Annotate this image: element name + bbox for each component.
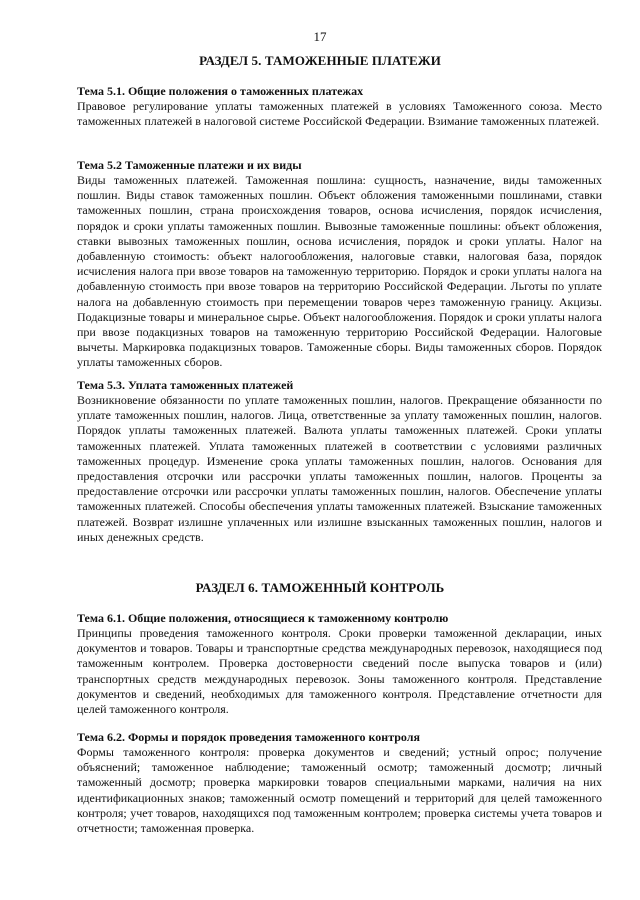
topic-5-2 (77, 158, 602, 371)
section-6-heading: РАЗДЕЛ 6. ТАМОЖЕННЫЙ КОНТРОЛЬ (195, 580, 445, 595)
page-number: 17 (313, 29, 327, 44)
topic-title: Тема 5.3. Уплата таможенных платежей (77, 378, 294, 392)
topic-body: Возникновение обязанности по уплате таможенных пошлин, налогов. Прекращение обязанности по уплате таможенных пошлин, налогов. Лица, ответственные за уплату таможенных пошлин, налогов. Порядок уплаты таможенных платежей. Валюта уплаты таможенных платежей. Сроки уплаты таможенных платежей. Уплата таможенных платежей в соответствии с условиями различных таможенных процедур. Изменение срока уплаты таможенных пошлин, налогов. Основания для предоставления отсрочки или рассрочки уплаты таможенных пошлин, налогов. Проценты за предоставление отсрочки или рассрочки уплаты таможенных пошлин, налогов. Обеспечение уплаты таможенных платежей. Способы обеспечения уплаты таможенных платежей. Взыскание таможенных платежей. Возврат излишне уплаченных или излишне взысканных таможенных пошлин, налогов и иных денежных средств. (77, 393, 602, 544)
topic-5-3 (77, 378, 602, 545)
section-5-heading: РАЗДЕЛ 5. ТАМОЖЕННЫЕ ПЛАТЕЖИ (199, 53, 441, 68)
topic-title: Тема 6.1. Общие положения, относящиеся к таможенному контролю (77, 611, 449, 625)
topic-body: Формы таможенного контроля: проверка документов и сведений; устный опрос; получение объяснений; таможенное наблюдение; таможенный осмотр; таможенный досмотр; личный таможенный досмотр; проверка маркировки товаров специальными марками, наличия на них идентификационных знаков; таможенный осмотр помещений и территорий для целей таможенного контроля; учет товаров, находящихся под таможенным контролем; проверка системы учета товаров и отчетности; таможенная проверка. (77, 745, 602, 836)
topic-body: Виды таможенных платежей. Таможенная пошлина: сущность, назначение, виды таможенных пошлин. Виды ставок таможенных пошлин. Объект обложения таможенными пошлинами, ставки таможенных пошлин, страна происхождения товаров, основа исчисления, порядок исчисления, порядок и сроки уплаты таможенных пошлин. Вывозные таможенные пошлины: объект обложения, ставки вывозных таможенных пошлин, основа исчисления, порядок и сроки уплаты. Налог на добавленную стоимость: объект налогообложения, налоговые ставки, налоговая база, порядок исчисления налога при ввозе товаров на таможенную территорию. Порядок и сроки уплаты налога на добавленную стоимость при ввозе товаров на территорию Российской Федерации. Льготы по уплате налога на добавленную стоимость при перемещении товаров через таможенную границу. Акцизы. Подакцизные товары и минеральное сырье. Объект налогообложения. Порядок и сроки уплаты налога при ввозе подакцизных товаров на таможенную территорию Российской Федерации. Налоговые вычеты. Маркировка подакцизных товаров. Таможенные сборы. Виды таможенных сборов. Порядок уплаты таможенных сборов. (77, 173, 602, 370)
topic-5-1 (77, 84, 602, 129)
topic-title: Тема 5.1. Общие положения о таможенных платежах (77, 84, 364, 98)
topic-title: Тема 6.2. Формы и порядок проведения таможенного контроля (77, 730, 420, 744)
topic-title: Тема 5.2 Таможенные платежи и их виды (77, 158, 302, 172)
topic-6-1 (77, 611, 602, 717)
topic-6-2 (77, 730, 602, 836)
topic-body: Принципы проведения таможенного контроля. Сроки проверки таможенной декларации, иных документов и товаров. Товары и транспортные средства международных перевозок, находящиеся под таможенным контролем. Проверка достоверности сведений после выпуска товаров и (или) транспортных средств международных перевозок. Зоны таможенного контроля. Представление документов и сведений, необходимых для таможенного контроля. Представление отчетности для целей таможенного контроля. (77, 626, 602, 717)
topic-body: Правовое регулирование уплаты таможенных платежей в условиях Таможенного союза. Место таможенных платежей в налоговой системе Российской Федерации. Взимание таможенных платежей. (77, 99, 602, 129)
